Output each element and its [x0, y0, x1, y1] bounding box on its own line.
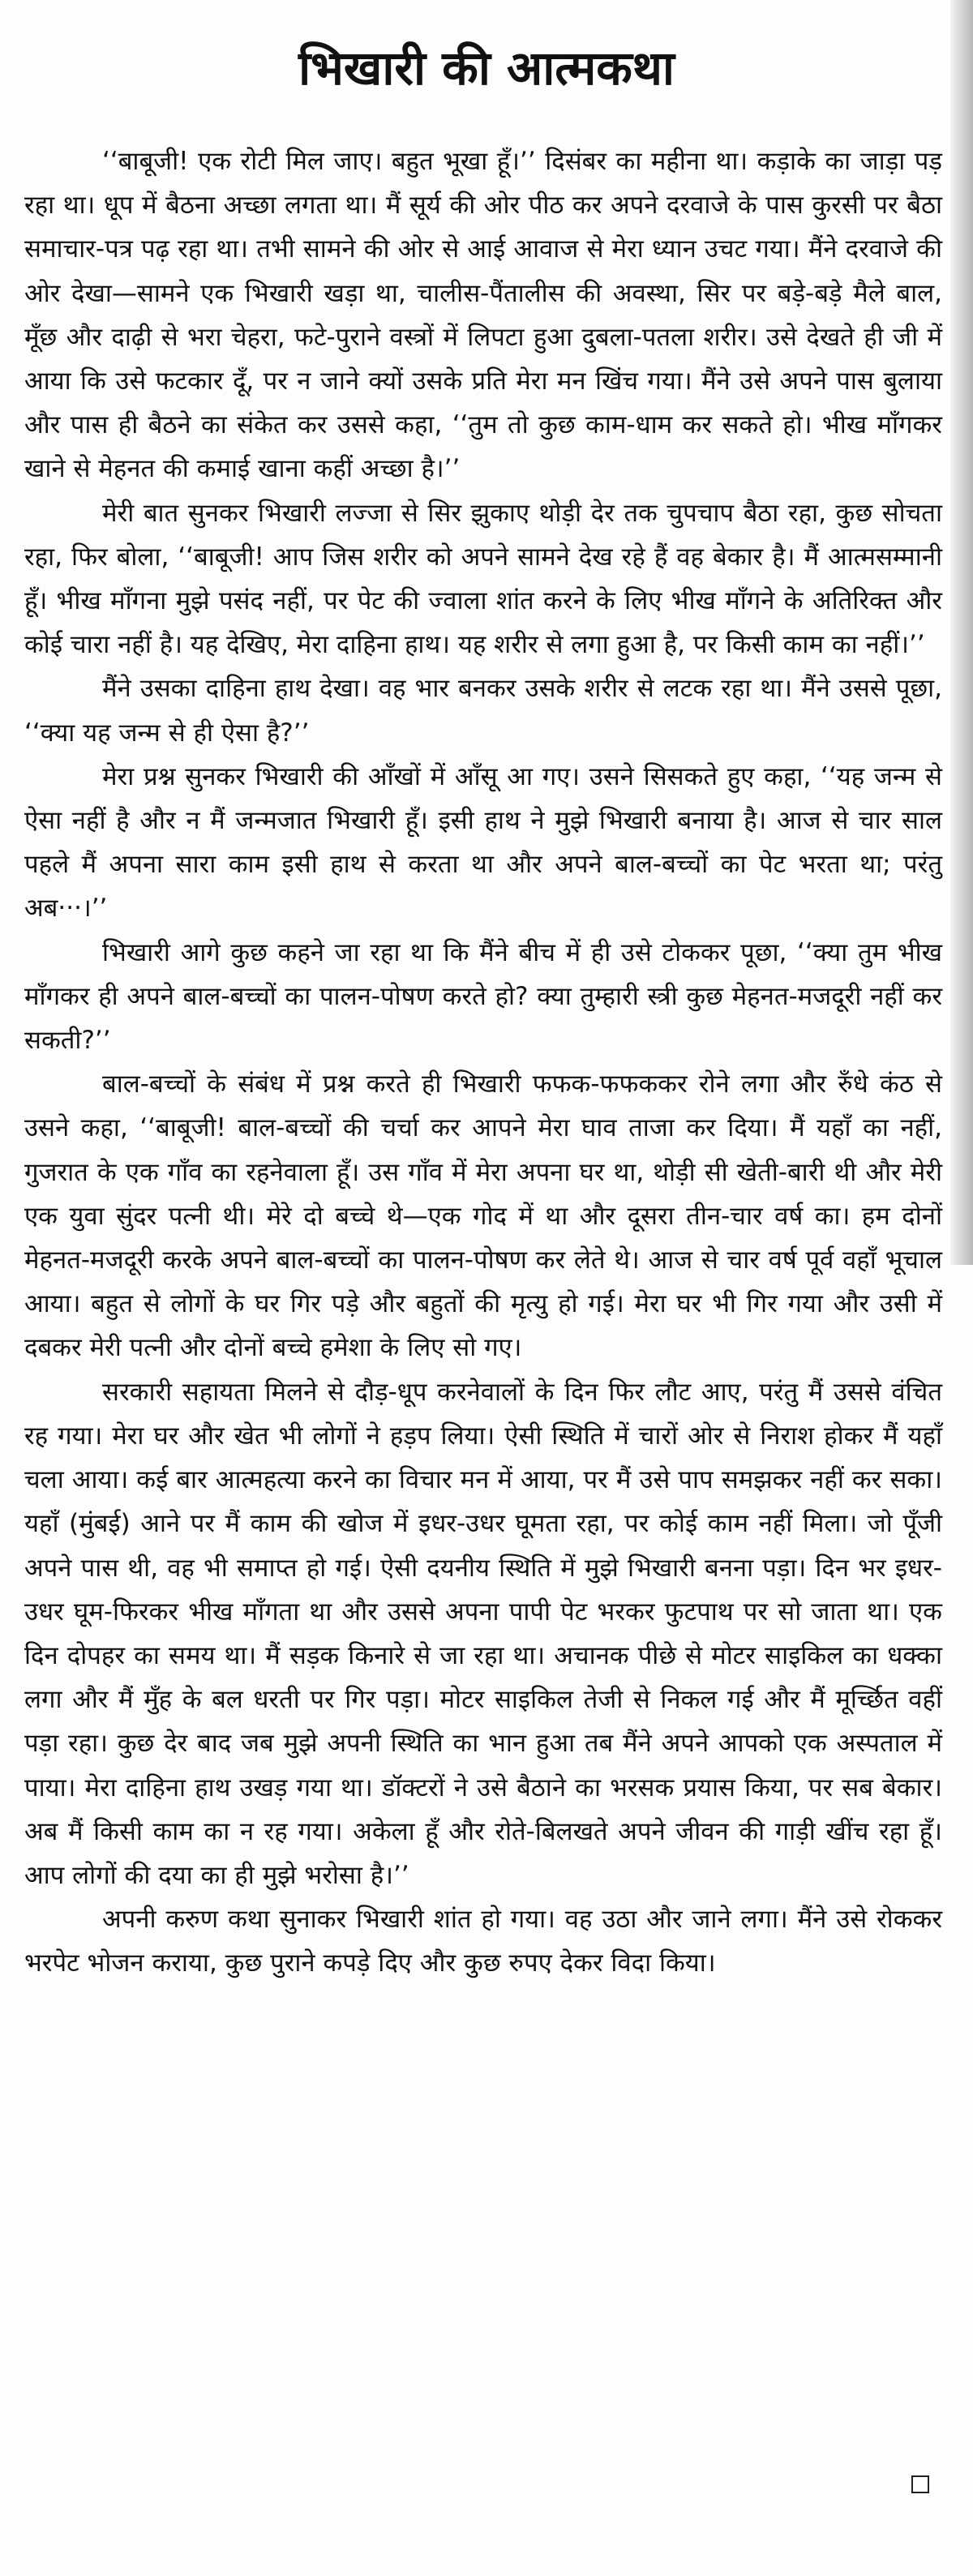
- paragraph-5: भिखारी आगे कुछ कहने जा रहा था कि मैंने बीच में ही उसे टोककर पूछा, ‘‘क्या तुम भीख माँगकर ही अपने बाल-बच्चों का पालन-पोषण करते हो? क्या तुम्हारी स्त्री कुछ मेहनत-मजदूरी नहीं कर सकती?’’: [24, 937, 942, 1056]
- paragraph-2: मेरी बात सुनकर भिखारी लज्जा से सिर झुकाए थोड़ी देर तक चुपचाप बैठा रहा, कुछ सोचता रहा, फिर बोला, ‘‘बाबूजी! आप जिस शरीर को अपने सामने देख रहे हैं वह बेकार है। मैं आत्मसम्मानी हूँ। भीख माँगना मुझे पसंद नहीं, पर पेट की ज्वाला शांत करने के लिए भीख माँगने के अतिरिक्त और कोई चारा नहीं है। यह देखिए, मेरा दाहिना हाथ। यह शरीर से लगा हुआ है, पर किसी काम का नहीं।’’: [24, 498, 942, 660]
- paragraph-3: मैंने उसका दाहिना हाथ देखा। वह भार बनकर उसके शरीर से लटक रहा था। मैंने उससे पूछा, ‘‘क्या यह जन्म से ही ऐसा है?’’: [24, 674, 942, 748]
- paragraph-1: ‘‘बाबूजी! एक रोटी मिल जाए। बहुत भूखा हूँ।’’ दिसंबर का महीना था। कड़ाके का जाड़ा पड़ रहा था। धूप में बैठना अच्छा लगता था। मैं सूर्य की ओर पीठ कर अपने दरवाजे के पास कुरसी पर बैठा समाचार-पत्र पढ़ रहा था। तभी सामने की ओर से आई आवाज से मेरा ध्यान उचट गया। मैंने दरवाजे की ओर देखा—सामने एक भिखारी खड़ा था, चालीस-पैंतालीस की अवस्था, सिर पर बड़े-बड़े मैले बाल, मूँछ और दाढ़ी से भरा चेहरा, फटे-पुराने वस्त्रों में लिपटा हुआ दुबला-पतला शरीर। उसे देखते ही जी में आया कि उसे फटकार दूँ, पर न जाने क्यों उसके प्रति मेरा मन खिंच गया। मैंने उसे अपने पास बुलाया और पास ही बैठने का संकेत कर उससे कहा, ‘‘तुम तो कुछ काम-धाम कर सकते हो। भीख माँगकर खाने से मेहनत की कमाई खाना कहीं अच्छा है।’’: [24, 147, 942, 484]
- paragraph-8: अपनी करुण कथा सुनाकर भिखारी शांत हो गया। वह उठा और जाने लगा। मैंने उसे रोककर भरपेट भोजन कराया, कुछ पुराने कपड़े दिए और कुछ रुपए देकर विदा किया।: [24, 1905, 942, 1978]
- paragraph-6: बाल-बच्चों के संबंध में प्रश्न करते ही भिखारी फफक-फफककर रोने लगा और रुँधे कंठ से उसने कहा, ‘‘बाबूजी! बाल-बच्चों की चर्चा कर आपने मेरा घाव ताजा कर दिया। मैं यहाँ का नहीं, गुजरात के एक गाँव का रहनेवाला हूँ। उस गाँव में मेरा अपना घर था, थोड़ी सी खेती-बारी थी और मेरी एक युवा सुंदर पत्नी थी। मेरे दो बच्चे थे—एक गोद में था और दूसरा तीन-चार वर्ष का। हम दोनों मेहनत-मजदूरी करके अपने बाल-बच्चों का पालन-पोषण कर लेते थे। आज से चार वर्ष पूर्व वहाँ भूचाल आया। बहुत से लोगों के घर गिर पड़े और बहुतों की मृत्यु हो गई। मेरा घर भी गिर गया और उसी में दबकर मेरी पत्नी और दोनों बच्चे हमेशा के लिए सो गए।: [24, 1069, 942, 1363]
- essay-title: भिखारी की आत्मकथा: [298, 41, 675, 96]
- paragraph-4: मेरा प्रश्न सुनकर भिखारी की आँखों में आँसू आ गए। उसने सिसकते हुए कहा, ‘‘यह जन्म से ऐसा नहीं है और न मैं जन्मजात भिखारी हूँ। इसी हाथ ने मुझे भिखारी बनाया है। आज से चार साल पहले मैं अपना सारा काम इसी हाथ से करता था और अपने बाल-बच्चों का पेट भरता था; परंतु अब···।’’: [24, 761, 942, 924]
- end-of-text-square-icon: [911, 2475, 929, 2493]
- paragraph-7: सरकारी सहायता मिलने से दौड़-धूप करनेवालों के दिन फिर लौट आए, परंतु मैं उससे वंचित रह गया। मेरा घर और खेत भी लोगों ने हड़प लिया। ऐसी स्थिति में चारों ओर से निराश होकर मैं यहाँ चला आया। कई बार आत्महत्या करने का विचार मन में आया, पर मैं उसे पाप समझकर नहीं कर सका। यहाँ (मुंबई) आने पर मैं काम की खोज में इधर-उधर घूमता रहा, पर कोई काम नहीं मिला। जो पूँजी अपने पास थी, वह भी समाप्त हो गई। ऐसी दयनीय स्थिति में मुझे भिखारी बनना पड़ा। दिन भर इधर-उधर घूम-फिरकर भीख माँगता था और उससे अपना पापी पेट भरकर फुटपाथ पर सो जाता था। एक दिन दोपहर का समय था। मैं सड़क किनारे से जा रहा था। अचानक पीछे से मोटर साइकिल का धक्का लगा और मैं मुँह के बल धरती पर गिर पड़ा। मोटर साइकिल तेजी से निकल गई और मैं मूर्च्छित वहीं पड़ा रहा। कुछ देर बाद जब मुझे अपनी स्थिति का भान हुआ तब मैंने अपने आपको एक अस्पताल में पाया। मेरा दाहिना हाथ उखड़ गया था। डॉक्टरों ने उसे बैठाने का भरसक प्रयास किया, पर सब बेकार। अब मैं किसी काम का न रह गया। अकेला हूँ और रोते-बिलखते अपने जीवन की गाड़ी खींच रहा हूँ। आप लोगों की दया का ही मुझे भरोसा है।’’: [24, 1377, 942, 1890]
- essay-body: [24, 139, 942, 1986]
- scan-shadow-edge: [950, 0, 973, 1265]
